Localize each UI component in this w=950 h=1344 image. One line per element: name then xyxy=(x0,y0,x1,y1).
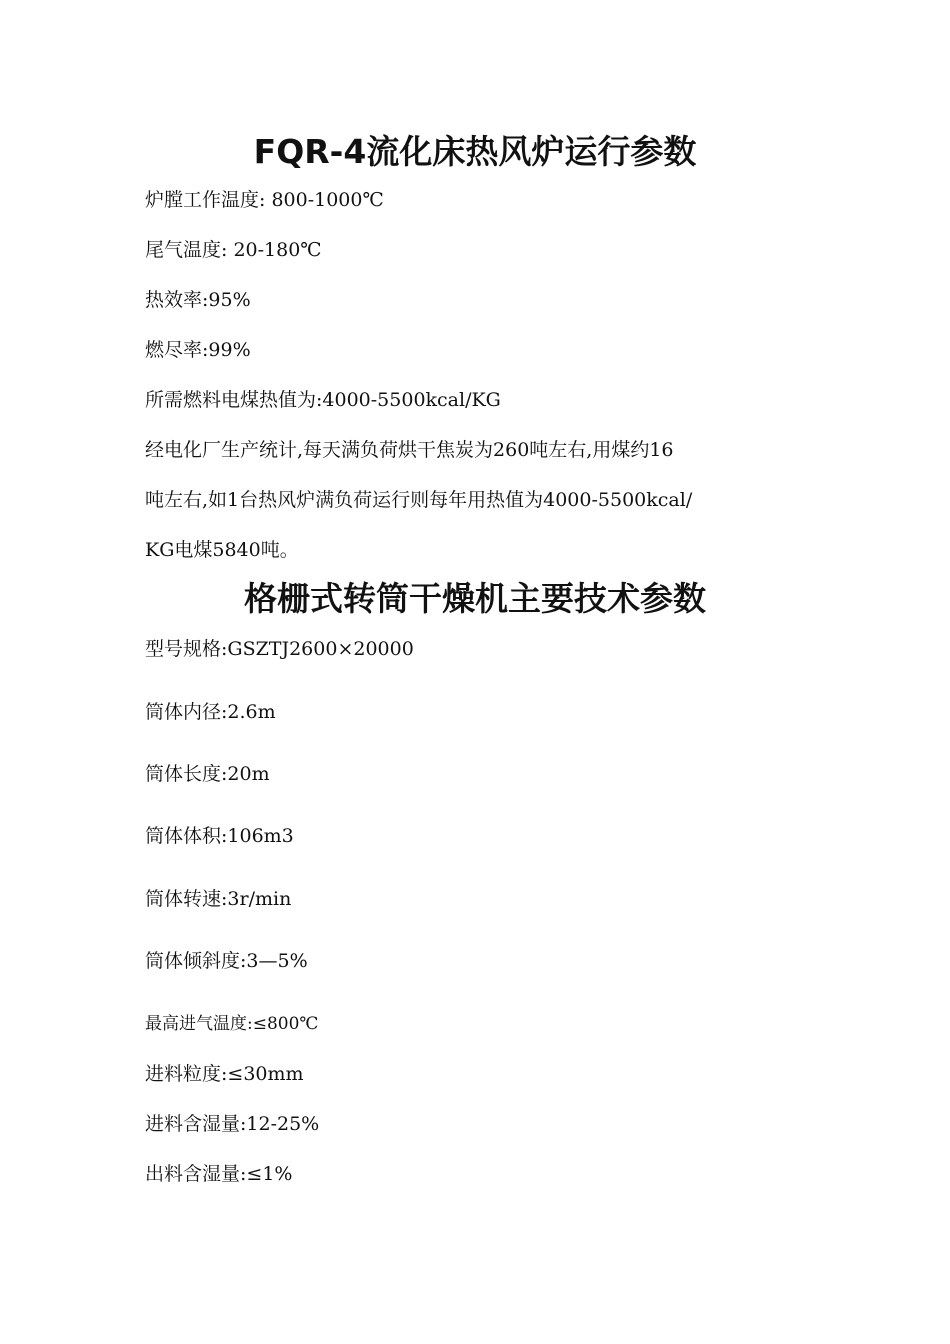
param-line: 出料含湿量:≤1% xyxy=(145,1163,293,1185)
paragraph-line: 吨左右,如1台热风炉满负荷运行则每年用热值为4000-5500kcal/ xyxy=(145,489,693,511)
param-line: 筒体内径:2.6m xyxy=(145,701,276,723)
param-line: 型号规格:GSZTJ2600×20000 xyxy=(145,638,414,660)
param-line: 最高进气温度:≤800℃ xyxy=(145,1014,319,1034)
section-title-furnace: FQR-4流化床热风炉运行参数 xyxy=(253,132,697,171)
param-line: 炉膛工作温度: 800-1000℃ xyxy=(145,189,384,211)
section-title-dryer: 格栅式转筒干燥机主要技术参数 xyxy=(244,579,706,618)
paragraph-line: 经电化厂生产统计,每天满负荷烘干焦炭为260吨左右,用煤约16 xyxy=(145,439,674,461)
param-line: 热效率:95% xyxy=(145,289,251,311)
param-line: 所需燃料电煤热值为:4000-5500kcal/KG xyxy=(145,389,501,411)
param-line: 筒体倾斜度:3—5% xyxy=(145,950,308,972)
param-line: 筒体长度:20m xyxy=(145,763,270,785)
param-line: 筒体体积:106m3 xyxy=(145,825,294,847)
paragraph-line: KG电煤5840吨。 xyxy=(145,539,299,561)
param-line: 燃尽率:99% xyxy=(145,339,251,361)
param-line: 筒体转速:3r/min xyxy=(145,888,292,910)
param-line: 进料含湿量:12-25% xyxy=(145,1113,320,1135)
param-line: 尾气温度: 20-180℃ xyxy=(145,239,322,261)
param-line: 进料粒度:≤30mm xyxy=(145,1063,304,1085)
